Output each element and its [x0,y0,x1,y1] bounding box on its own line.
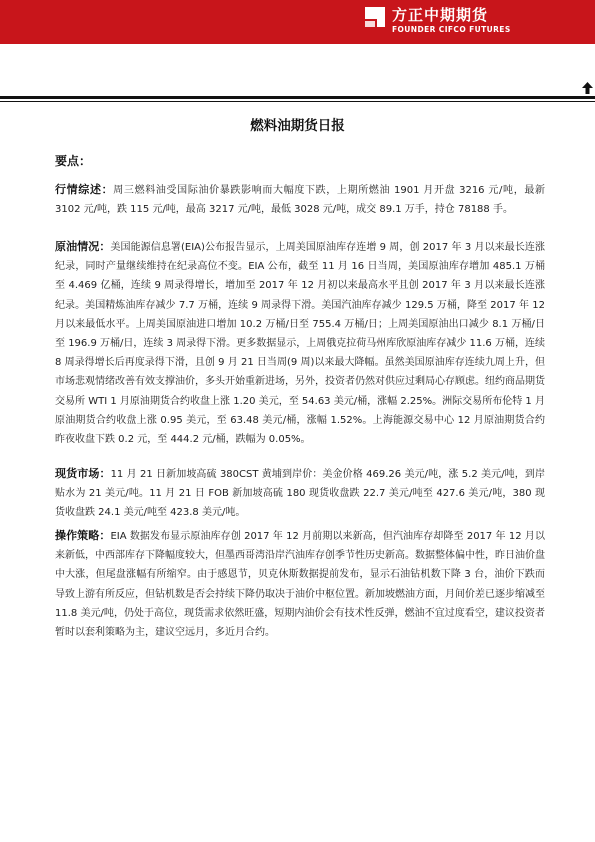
section-lead: 原油情况： [55,240,111,253]
section-crude-oil [55,237,545,449]
section-body: 美国能源信息署(EIA)公布报告显示，上周美国原油库存连增 9 周，创 2017 年 3 月以来最长连涨纪录，同时产量继续维持在纪录高位不变。EIA 公布，截至 11 月 16 日当周，美国原油库存增加 485.1 万桶至 4.469 亿桶，连续 9 周录得增长，增加至 2017 年 12 月初以来最高水平且创 2017 年 3 月以来最长连涨纪录。美国精炼油库存减少 7.7 万桶，连续 9 周录得下滑。美国汽油库存减少 129.5 万桶，降至 2017 年 12 月以来最低水平。上周美国原油进口增加 10.2 万桶/日至 755.4 万桶/日；上周美国原油出口减少 8.1 万桶/日至 196.9 万桶/日，连续 3 周录得下滑。更多数据显示，上周俄克拉荷马州库欣原油库存减少 11.6 万桶，连续 8 周录得增长后再度录得下滑，且创 9 月 21 日当周(9 周)以来最大降幅。虽然美国原油库存连续九周上升，但市场悲观情绪改善有效支撑油价，多头开始重新进场，另外，投资者仍然对供应过剩局心存顾虑。纽约商品期货交易所 WTI 1 月原油期货合约收盘上涨 1.20 美元，至 54.63 美元/桶，涨幅 2.25%。洲际交易所布伦特 1 月原油期货合约收盘上涨 0.95 美元，至 63.48 美元/桶，涨幅 1.52%。上海能源交易中心 12 月原油期货合约昨夜收盘下跌 0.2 元，至 444.2 元/桶，跌幅为 0.05%。 [55,242,545,446]
section-spot-market [55,464,545,523]
section-lead: 现货市场： [55,467,111,480]
section-body: 周三燃料油受国际油价暴跌影响而大幅度下跌，上期所燃油 1901 月开盘 3216 元/吨，最新 3102 元/吨，跌 115 元/吨，最高 3217 元/吨，最低 3028 元/吨，成交 89.1 万手，持仓 78188 手。 [55,185,546,216]
page-title: 燃料油期货日报 [250,118,345,134]
header-rule-thin [0,101,595,102]
up-arrow-icon[interactable] [582,82,593,94]
logo-cn-text: 方正中期期货 [392,6,489,24]
header-band [0,0,595,44]
logo-en-text: FOUNDER CIFCO FUTURES [392,25,511,34]
section-market-overview [55,180,545,219]
key-points-label: 要点： [55,154,92,168]
section-lead: 操作策略： [55,529,111,542]
header-rule-thick [0,96,595,99]
logo-mark-icon [364,6,386,28]
section-strategy [55,526,545,642]
section-body: 11 月 21 日新加坡高硫 380CST 黄埔到岸价：美金价格 469.26 美元/吨，涨 5.2 美元/吨，到岸贴水为 21 美元/吨。11 月 21 日 FOB 新加坡高硫 180 现货收盘跌 22.7 美元/吨至 427.6 美元/吨，380 现货收盘跌 24.1 美元/吨至 423.8 美元/吨。 [55,469,546,519]
section-body: EIA 数据发布显示原油库存创 2017 年 12 月前期以来新高，但汽油库存却降至 2017 年 12 月以来新低，中西部库存下降幅度较大，但墨西哥湾沿岸汽油库存创季节性历史新高。数据整体偏中性，昨日油价盘中大涨，但尾盘涨幅有所缩窄。由于感恩节，贝克休斯数据提前发布，显示石油钻机数下降 3 台，油价下跌而导致上游有所反应，但钻机数是否会持续下降仍取决于油价中枢位置。新加坡燃油方面，月间价差已逐步缩减至 11.8 美元/吨，仍处于高位，现货需求依然旺盛，短期内油价会有技术性反弹，燃油不宜过度看空，建议投资者暂时以套利策略为主，建议空远月，多近月合约。 [55,531,545,639]
section-lead: 行情综述： [55,183,114,196]
